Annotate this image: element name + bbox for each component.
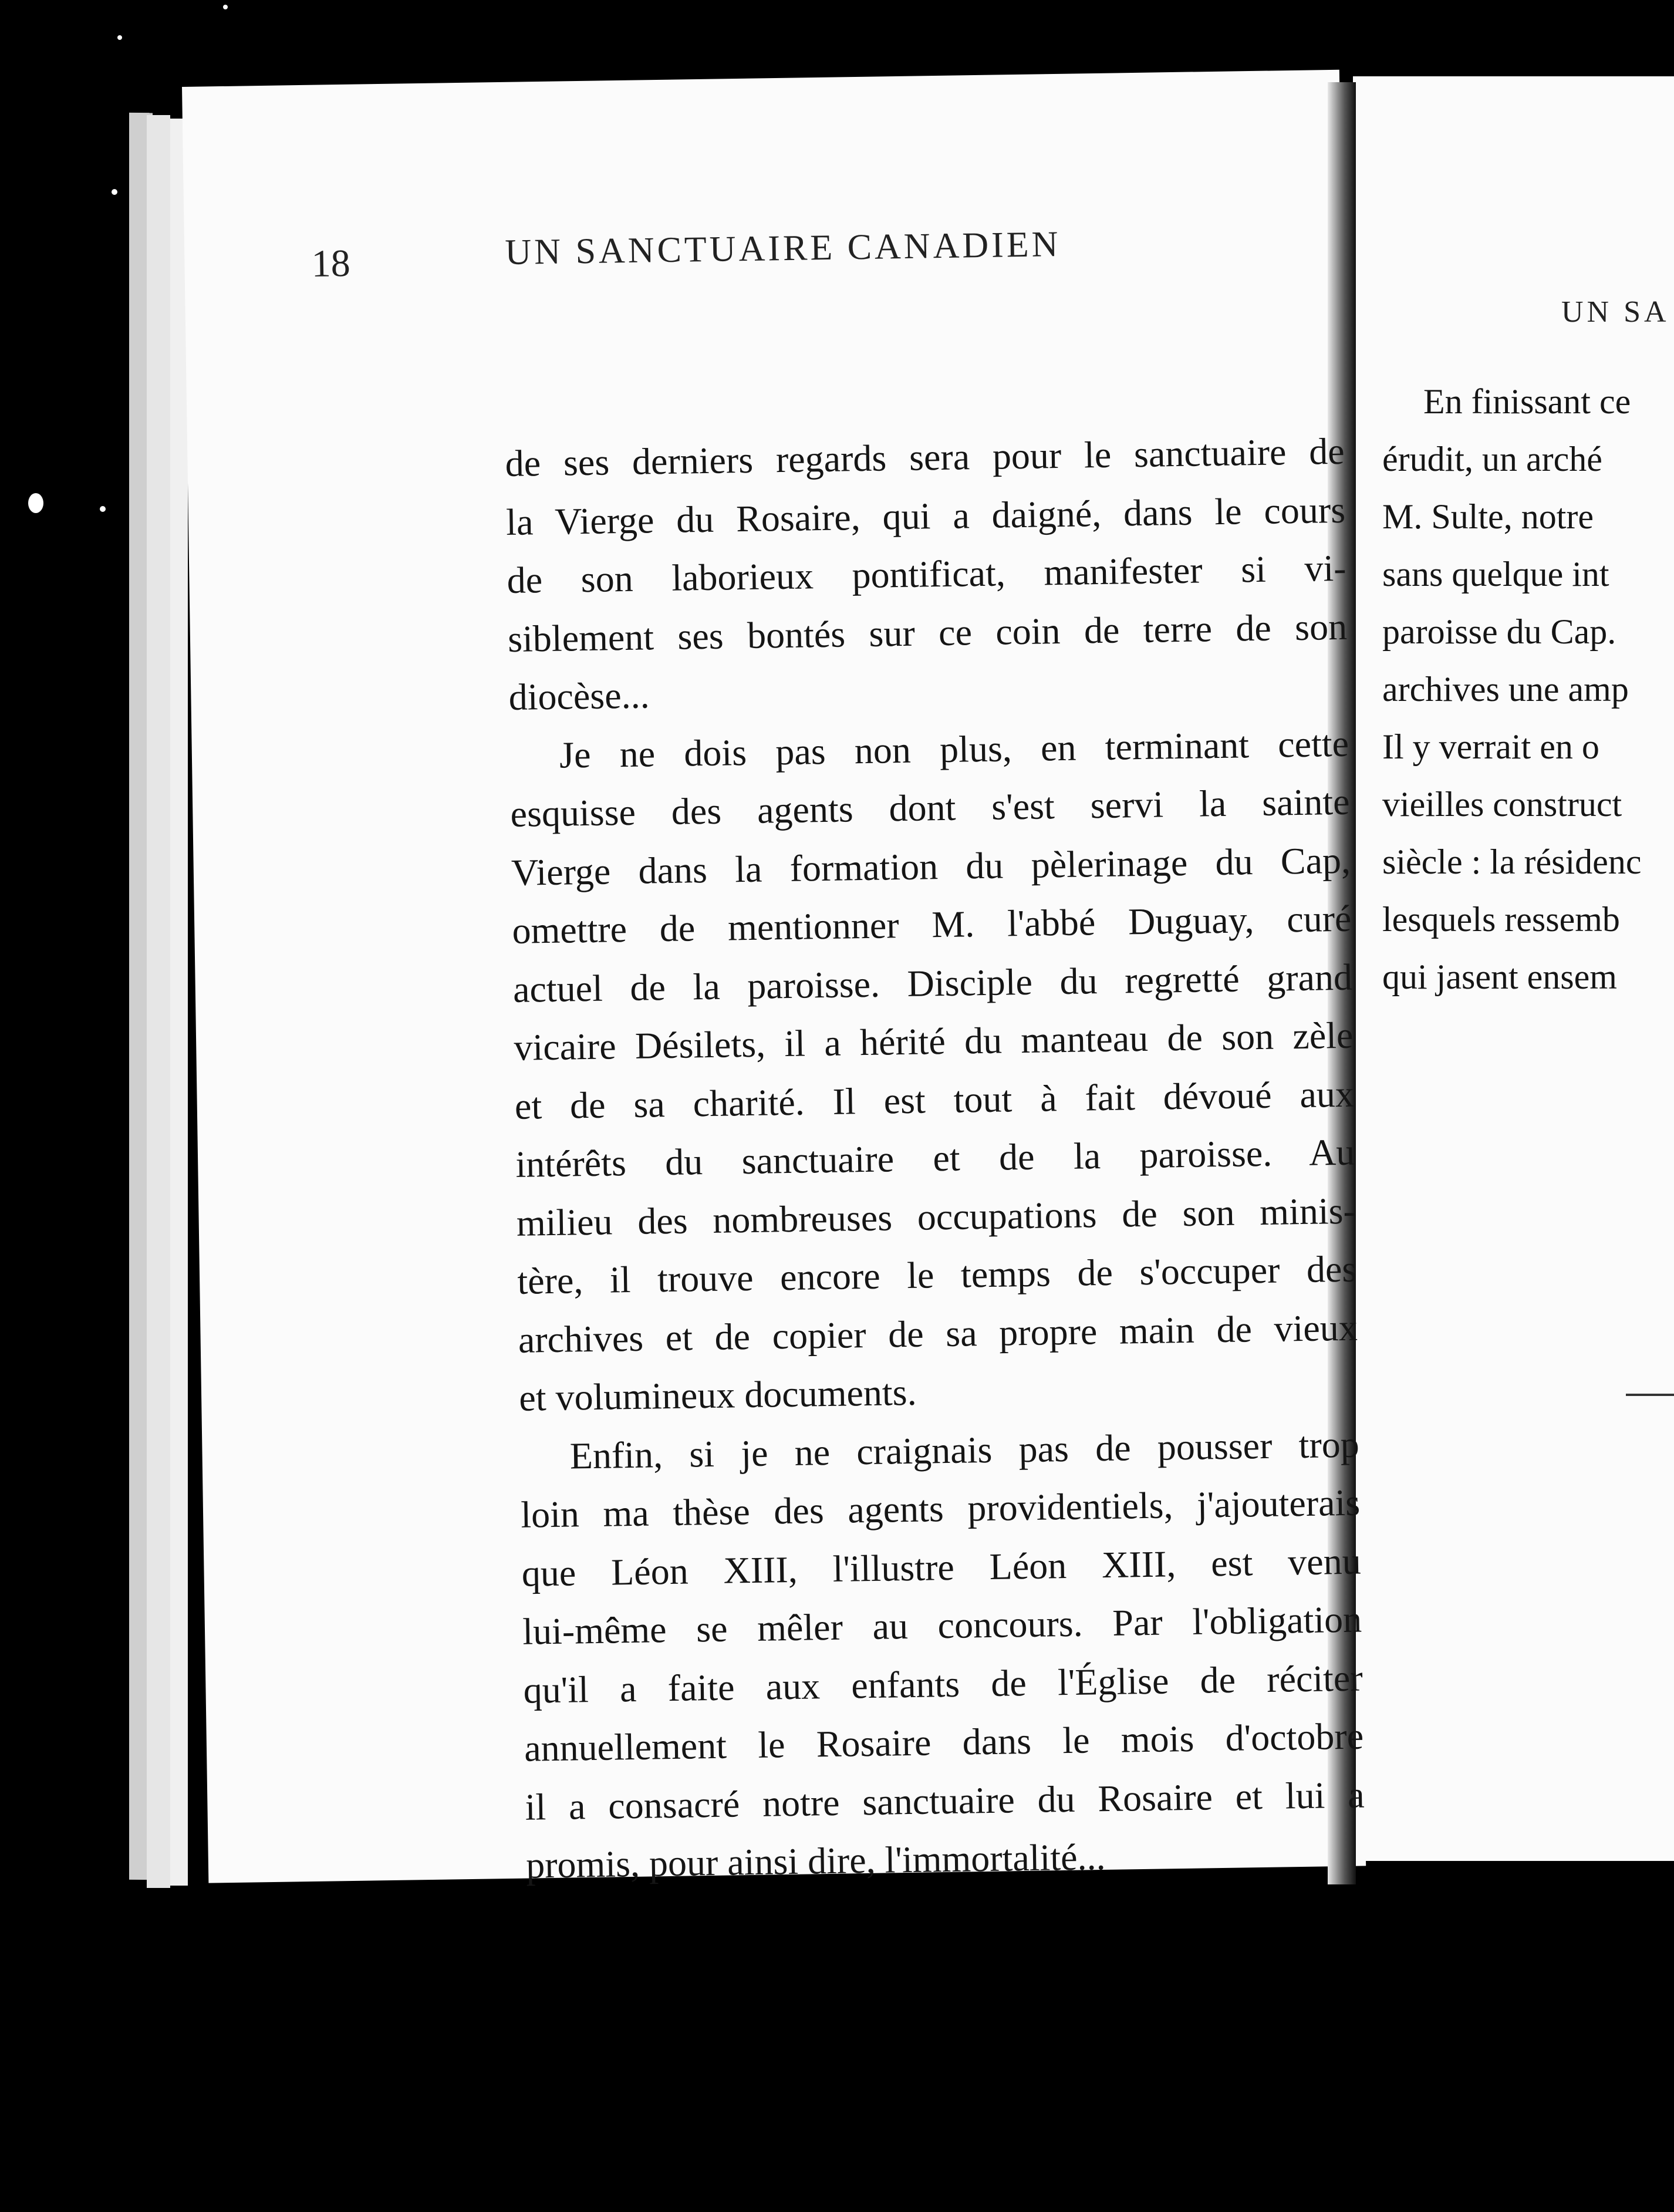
text-line: et de sa charité. Il est tout à fait dévoué aux	[514, 1073, 1355, 1127]
text-line: lui-même se mêler au concours. Par l'obligation	[522, 1598, 1362, 1653]
right-running-head: UN SA	[1561, 295, 1670, 329]
text-line: omettre de mentionner M. l'abbé Duguay, curé	[512, 897, 1352, 952]
text-line: il a consacré notre sanctuaire du Rosaire et lui a	[525, 1773, 1365, 1828]
text-line: En finissant ce	[1423, 382, 1631, 421]
right-body-text	[1382, 373, 1674, 1006]
text-line: érudit, un arché	[1382, 440, 1602, 478]
text-line: M. Sulte, notre	[1382, 497, 1594, 536]
text-line: esquisse des agents dont s'est servi la sainte	[510, 780, 1350, 835]
text-line: loin ma thèse des agents providentiels, j'ajouterais	[520, 1481, 1361, 1536]
text-line: Enfin, si je ne craignais pas de pousser trop	[569, 1423, 1360, 1477]
text-line: actuel de la paroisse. Disciple du regretté grand	[512, 956, 1353, 1010]
text-line: tère, il trouve encore le temps de s'occuper des	[517, 1247, 1357, 1302]
text-line: lesquels ressemb	[1382, 900, 1620, 939]
text-line: paroisse du Cap.	[1382, 612, 1616, 651]
text-line: Il y verrait en o	[1382, 727, 1599, 766]
text-line: archives et de copier de sa propre main de vieux	[518, 1306, 1358, 1361]
section-rule	[1626, 1394, 1674, 1396]
text-line: intérêts du sanctuaire et de la paroisse. Au	[515, 1131, 1355, 1185]
running-head-title: UN SANCTUAIRE CANADIEN	[504, 224, 1061, 273]
text-line: annuellement le Rosaire dans le mois d'octobre	[524, 1715, 1364, 1769]
text-line: qu'il a faite aux enfants de l'Église de réciter	[523, 1657, 1364, 1711]
text-line: milieu des nombreuses occupations de son minis-	[516, 1189, 1356, 1244]
page-number: 18	[311, 242, 351, 285]
text-line: que Léon XIII, l'illustre Léon XIII, est venu	[521, 1540, 1362, 1594]
text-line: siblement ses bontés sur ce coin de terre de son	[507, 605, 1348, 660]
text-line: siècle : la résidenc	[1382, 842, 1642, 881]
text-line: sans quelque int	[1382, 555, 1609, 594]
text-line: de ses derniers regards sera pour le sanctuaire de	[505, 430, 1345, 484]
text-line: de son laborieux pontificat, manifester si vi-	[507, 547, 1347, 601]
text-line: diocèse...	[508, 674, 650, 718]
text-line: Je ne dois pas non plus, en terminant cette	[559, 722, 1349, 776]
page-stack-edge	[147, 115, 170, 1888]
page-stack-edge	[170, 119, 188, 1886]
text-line: et volumineux documents.	[518, 1371, 917, 1419]
text-line: la Vierge du Rosaire, qui a daigné, dans le cours	[505, 488, 1346, 543]
text-line: promis, pour ainsi dire, l'immortalité...	[525, 1836, 1106, 1886]
text-line: archives une amp	[1382, 670, 1629, 709]
text-line: Vierge dans la formation du pèlerinage du Cap,	[511, 839, 1351, 893]
text-line: vieilles construct	[1382, 785, 1622, 824]
text-line: vicaire Désilets, il a hérité du manteau de son zèle	[513, 1014, 1354, 1068]
left-body-text	[505, 422, 1366, 1894]
text-line: qui jasent ensem	[1382, 957, 1617, 996]
